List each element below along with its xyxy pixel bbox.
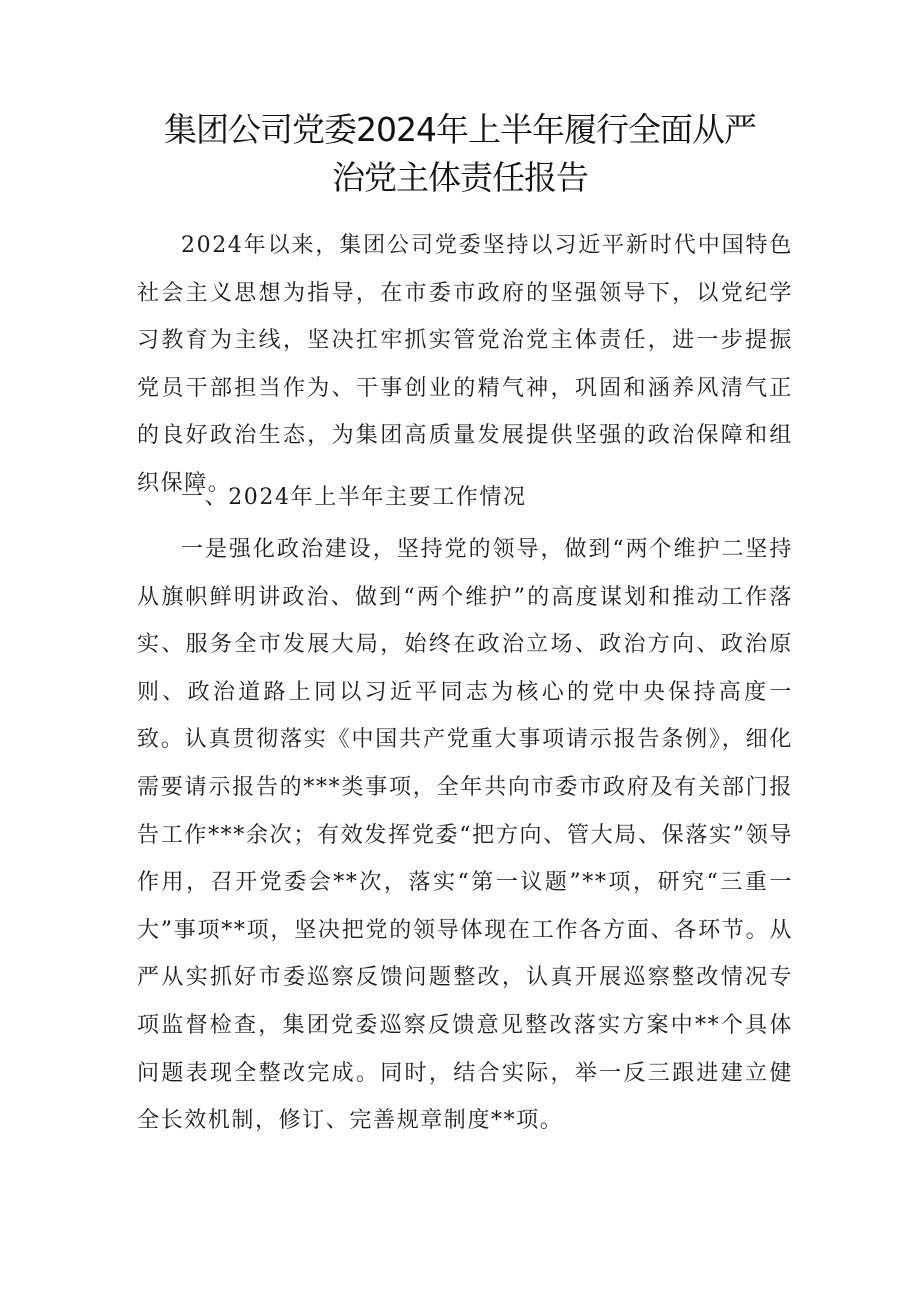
document-title-line-1: 集团公司党委2024年上半年履行全面从严 <box>164 110 756 149</box>
intro-paragraph: 2024年以来，集团公司党委坚持以习近平新时代中国特色社会主义思想为指导，在市委市政府的坚强领导下，以党纪学习教育为主线，坚决扛牢抓实管党治党主体责任，进一步提振党员干部担当作为、干事创业的精气神，巩固和涵养风清气正的良好政治生态，为集团高质量发展提供坚强的政治保障和组织保障。 <box>137 233 793 496</box>
point-one-paragraph: 一是强化政治建设，坚持党的领导，做到“两个维护二坚持从旗帜鲜明讲政治、做到“两个维护”的高度谋划和推动工作落实、服务全市发展大局，始终在政治立场、政治方向、政治原则、政治道路上同以习近平同志为核心的党中央保持高度一致。认真贯彻落实《中国共产党重大事项请示报告条例》，细化需要请示报告的***类事项，全年共向市委市政府及有关部门报告工作***余次；有效发挥党委“把方向、管大局、保落实”领导作用，召开党委会**次，落实“第一议题”**项，研究“三重一大”事项**项，坚决把党的领导体现在工作各方面、各环节。从严从实抓好市委巡察反馈问题整改，认真开展巡察整改情况专项监督检查，集团党委巡察反馈意见整改落实方案中**个具体问题表现全整改完成。同时，结合实际，举一反三跟进建立健全长效机制，修订、完善规章制度**项。 <box>137 537 793 1134</box>
document-title-line-2: 治党主体责任报告 <box>332 158 588 197</box>
section-heading: 一、2024年上半年主要工作情况 <box>181 485 527 510</box>
